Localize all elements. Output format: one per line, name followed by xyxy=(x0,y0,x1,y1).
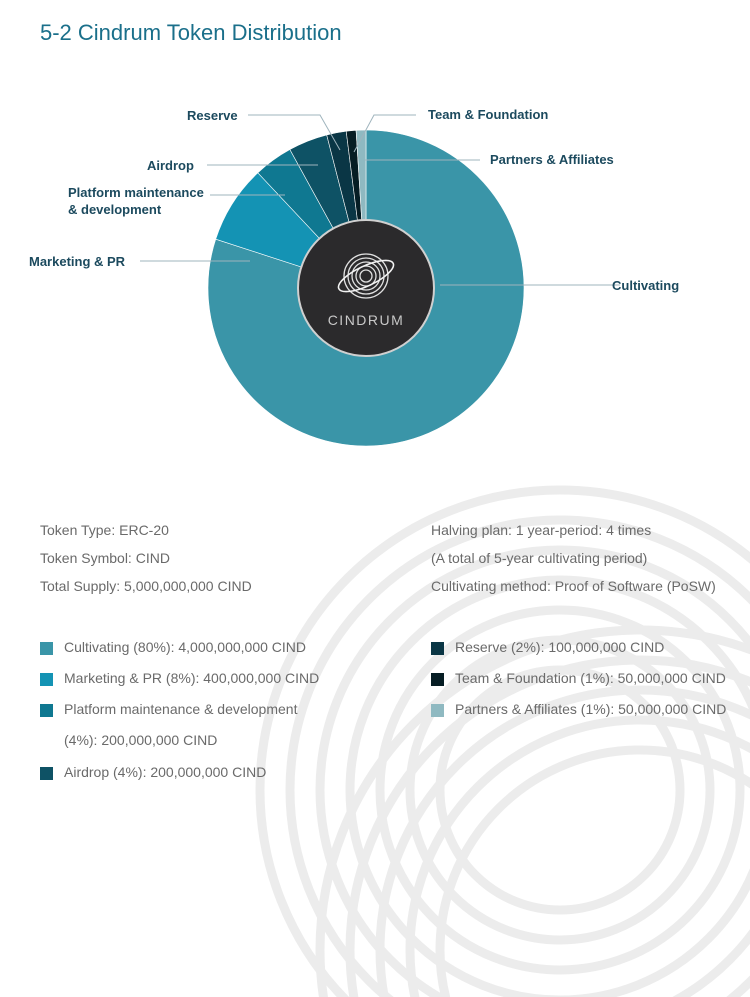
callout-platform xyxy=(68,185,204,217)
legend-label: Airdrop (4%): 200,000,000 CIND xyxy=(64,764,267,780)
legend-swatch xyxy=(431,673,444,686)
callout-reserve xyxy=(187,108,238,123)
legend-label: Marketing & PR (8%): 400,000,000 CIND xyxy=(64,670,320,686)
cultivating-method-text: Cultivating method: Proof of Software (PoSW) xyxy=(431,578,716,594)
cultivating-period-text: (A total of 5-year cultivating period) xyxy=(431,550,648,566)
legend-item-platform xyxy=(40,702,330,756)
legend-label: Platform maintenance & development (4%): 200,000,000 CIND xyxy=(64,701,298,748)
legend-swatch xyxy=(40,704,53,717)
distribution-donut-chart xyxy=(0,80,750,500)
callout-cultivating xyxy=(612,278,679,293)
legend-swatch xyxy=(40,642,53,655)
legend-label: Reserve (2%): 100,000,000 CIND xyxy=(455,639,665,655)
callout-cultivating-line: Cultivating xyxy=(612,278,680,293)
legend-swatch xyxy=(40,673,53,686)
callout-partners xyxy=(490,152,614,167)
legend-item-partners xyxy=(431,702,731,725)
legend-label: Team & Foundation (1%): 50,000,000 CIND xyxy=(455,670,726,686)
legend-label: Cultivating (80%): 4,000,000,000 CIND xyxy=(64,639,307,655)
callout-airdrop-line: Airdrop xyxy=(147,158,194,173)
legend-swatch xyxy=(431,642,444,655)
total-supply-text: Total Supply: 5,000,000,000 CIND xyxy=(40,578,252,594)
page-title: 5-2 Cindrum Token Distribution xyxy=(40,20,342,45)
callout-reserve-line: Reserve xyxy=(187,108,238,123)
background-arc xyxy=(440,750,750,997)
callout-marketing xyxy=(29,254,126,269)
center-logo-text: CINDRUM xyxy=(327,312,405,328)
legend-swatch xyxy=(431,704,444,717)
legend-item-marketing xyxy=(40,671,330,694)
token-symbol-text: Token Symbol: CIND xyxy=(40,550,170,566)
center-logo-disc xyxy=(298,220,434,356)
legend-label: Partners & Affiliates (1%): 50,000,000 CIND xyxy=(455,701,727,717)
callout-partners-line: Partners & Affiliates xyxy=(490,152,614,167)
background-arc xyxy=(260,490,750,997)
legend-item-airdrop xyxy=(40,765,330,788)
callout-marketing-line: Marketing & PR xyxy=(29,254,126,269)
legend-item-reserve xyxy=(431,640,731,663)
legend-swatch xyxy=(40,767,53,780)
legend-item-team xyxy=(431,671,731,694)
callout-team xyxy=(428,107,548,122)
callout-team-line: Team & Foundation xyxy=(428,107,549,122)
callout-airdrop xyxy=(147,158,194,173)
halving-plan-text: Halving plan: 1 year-period: 4 times xyxy=(431,522,652,538)
callout-platform-line: & development xyxy=(68,202,162,217)
legend-item-cultivating xyxy=(40,640,330,663)
token-type-text: Token Type: ERC-20 xyxy=(40,522,169,538)
callout-platform-line: Platform maintenance xyxy=(68,185,204,200)
